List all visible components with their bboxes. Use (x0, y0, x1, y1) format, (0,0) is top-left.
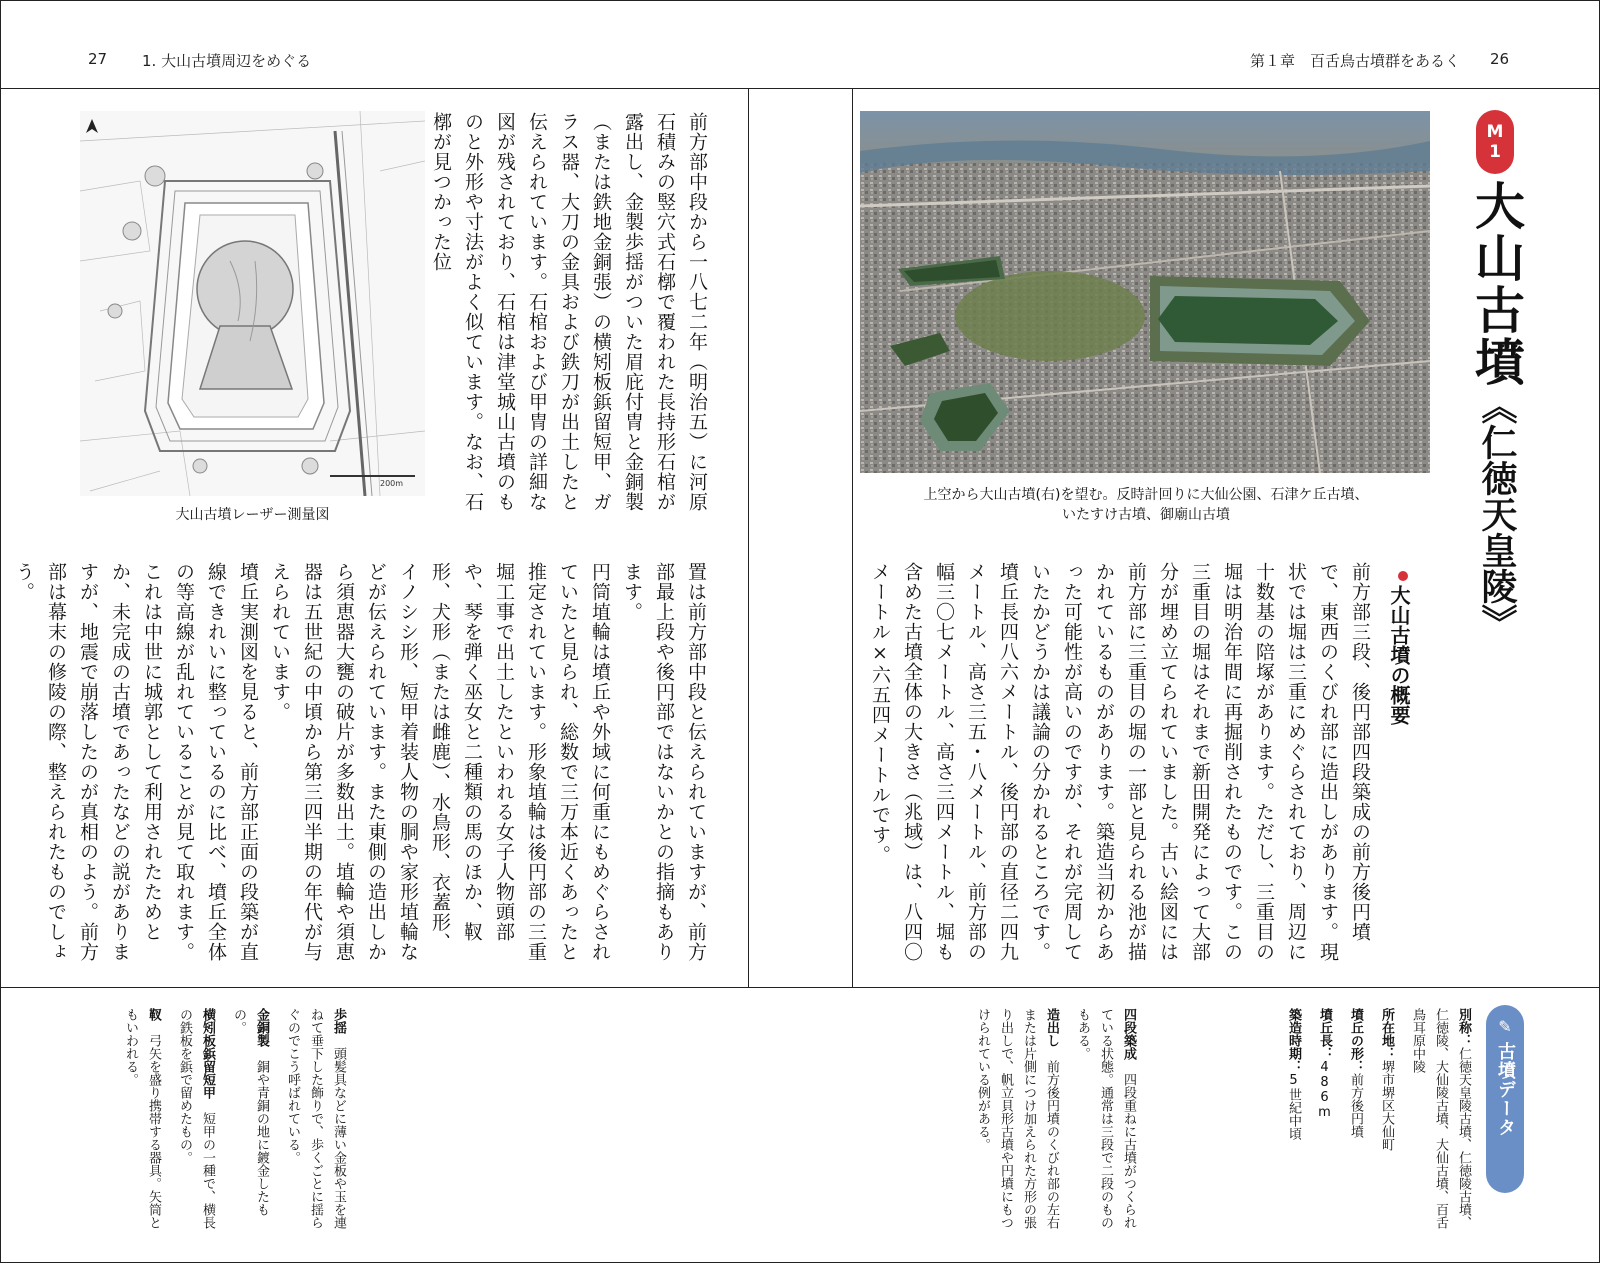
title-sub: 《仁徳天皇陵》 (1476, 388, 1517, 640)
map-scale-label: 200m (380, 479, 404, 488)
glossary-definition: 頭髪具などに薄い金板や玉を連ねて垂下した飾りで、歩くごとに揺らぐのでこう呼ばれている。 (285, 1008, 346, 1229)
page-title (1466, 180, 1526, 640)
footnote-rule (0, 987, 1600, 988)
data-location-value: 堺市堺区大仙町 (1379, 1060, 1394, 1151)
kofun-data-label (1486, 1005, 1524, 1193)
body-paragraph: 円筒埴輪は墳丘や外域に何重にもめぐらされていたと見られ、総数で三万本近くあったと推定されています。形象埴輪は後円部の三重堀工事で出土したといわれる女子人物頭部や、琴を弾く巫女と二種類の馬のほか、靫形、犬形（または雌鹿）、水鳥形、衣蓋形、イノシシ形、短甲着装人物の胴や家形埴輪などが伝えられています。また東側の造出しから須恵器大甕の破片が多数出土。埴輪や須恵器は五世紀の中頃から第三四半期の年代が与えられています。 (269, 562, 611, 962)
glossary-term: 横矧板鋲留短甲 (200, 1008, 215, 1099)
photo-caption-line2: いたすけ古墳、御廟山古墳 (1062, 507, 1230, 523)
kofun-data-list (1287, 1008, 1475, 1233)
right-body-text (869, 562, 1376, 962)
data-length-key: 墳丘長： (1317, 1008, 1332, 1060)
glossary-entry (1071, 1008, 1140, 1233)
data-shape-key: 墳丘の形： (1348, 1008, 1363, 1073)
glossary-term: 四段築成 (1121, 1008, 1136, 1060)
gutter-line-right (852, 88, 853, 988)
data-length (1313, 1008, 1336, 1233)
badge-letter: M (1486, 122, 1504, 142)
glossary-entry (227, 1008, 273, 1233)
data-period-key: 築造時期： (1286, 1008, 1301, 1073)
glossary-entry (173, 1008, 219, 1233)
glossary-term: 金銅製 (254, 1008, 269, 1047)
body-paragraph: 前方部三段、後円部四段築成の前方後円墳で、東西のくびれ部に造出しがあります。現状では堀は三重にめぐらされており、周辺に十数基の陪塚があります。ただし、三重目の堀は明治年間に再掘削されたものです。この三重目の堀はそれまで新田開発によって大部分が埋め立てられていました。古い絵図には前方部に三重目の堀の一部と見られる池が描かれているものがあります。築造当初からあった可能性が高いのですが、それが完周していたかどうかは議論の分かれるところです。 (1029, 562, 1371, 962)
kofun-data-title: 古墳データ (1495, 1042, 1516, 1137)
data-shape-value: 前方後円墳 (1348, 1073, 1363, 1138)
header-rule (0, 88, 1600, 89)
glossary-definition: 短甲の一種で、横長の鉄板を鋲で留めたもの。 (177, 1008, 215, 1229)
glossary-term: 造出し (1044, 1008, 1059, 1047)
data-alias-value: 仁徳天皇陵古墳、仁徳陵古墳、仁徳陵、大仙陵古墳、大仙古墳、百舌鳥耳原中陵 (1410, 1008, 1471, 1229)
left-running-title: 1. 大山古墳周辺をめぐる (142, 52, 312, 70)
data-location-key: 所在地： (1379, 1008, 1394, 1060)
glossary-entry (971, 1008, 1063, 1233)
left-glossary (80, 1008, 350, 1233)
heading-bullet (1398, 571, 1408, 581)
body-paragraph: 前方部中段から一八七二年（明治五）に河原石積みの竪穴式石槨で覆われた長持形石棺が露出し、金製歩揺がついた眉庇付冑と金銅製（または鉄地金銅張）の横矧板鋲留短甲、ガラス器、大刀の金具および鉄刀が出土したと伝えられています。石棺および甲冑の詳細な図が残されており、石棺は津堂城山古墳のものと外形や寸法がよく似ています。なお、石槨が見つかった位 (430, 112, 708, 512)
data-alias-key: 別称： (1456, 1008, 1471, 1047)
title-main: 大山古墳 (1467, 180, 1525, 388)
right-glossary (900, 1008, 1140, 1233)
glossary-entry (119, 1008, 165, 1233)
glossary-definition: 弓矢を盛り携帯する器具。矢筒ともいわれる。 (123, 1008, 161, 1229)
data-location (1375, 1008, 1398, 1233)
glossary-definition: 前方後円墳のくびれ部の左右または片側につけ加えられた方形の張り出しで、帆立貝形古墳や円墳にもつけられている例がある。 (975, 1008, 1059, 1229)
gutter-line-left (748, 88, 749, 988)
aerial-photo (860, 111, 1430, 473)
laser-survey-map (80, 111, 425, 496)
right-running-title: 第１章 百舌鳥古墳群をあるく (1250, 52, 1461, 70)
data-length-value: 486m (1317, 1060, 1332, 1120)
left-upper-body-text (430, 112, 713, 522)
body-paragraph: 墳丘実測図を見ると、前方部正面の段築が直線できれいに整っているのに比べ、墳丘全体の等高線が乱れていることが見て取れます。これは中世に城郭として利用されたためとか、未完成の古墳であったなどの説がありますが、地震で崩落したのが真相のよう。前方部は幕末の修陵の際、整えられたものでしょう。 (13, 562, 259, 962)
data-period (1282, 1008, 1305, 1233)
glossary-term: 靫 (146, 1008, 161, 1021)
glossary-definition: 四段重ねに古墳がつくられている状態。通常は三段で二段のものもある。 (1075, 1008, 1136, 1229)
left-page-number: 27 (88, 50, 108, 68)
map-caption: 大山古墳レーザー測量図 (175, 507, 330, 523)
glossary-definition: 銅や青銅の地に鍍金したもの。 (231, 1008, 269, 1216)
data-period-value: 5世紀中頃 (1286, 1073, 1301, 1140)
pencil-icon: ✎ (1498, 1017, 1512, 1036)
body-paragraph: 置は前方部中段と伝えられていますが、前方部最上段や後円部ではないかとの指摘もあります。 (621, 562, 707, 962)
right-page-number: 26 (1490, 50, 1510, 68)
section-heading: 大山古墳の概要 (1387, 585, 1411, 725)
glossary-entry (281, 1008, 350, 1233)
body-paragraph: 墳丘長四八六メートル、後円部の直径二四九メートル、高さ三五・八メートル、前方部の幅三〇七メートル、高さ三四メートル、堀も含めた古墳全体の大きさ（兆域）は、八四〇メートル×六五四メートルです。 (869, 562, 1019, 962)
badge-number: 1 (1489, 142, 1501, 162)
data-shape (1344, 1008, 1367, 1233)
glossary-term: 歩揺 (331, 1008, 346, 1034)
chapter-badge (1476, 110, 1514, 174)
photo-caption-line1: 上空から大山古墳(右)を望む。反時計回りに大仙公園、石津ケ丘古墳、 (923, 487, 1369, 503)
data-alias (1406, 1008, 1475, 1233)
photo-caption (862, 485, 1430, 525)
left-lower-body-text (13, 562, 712, 962)
